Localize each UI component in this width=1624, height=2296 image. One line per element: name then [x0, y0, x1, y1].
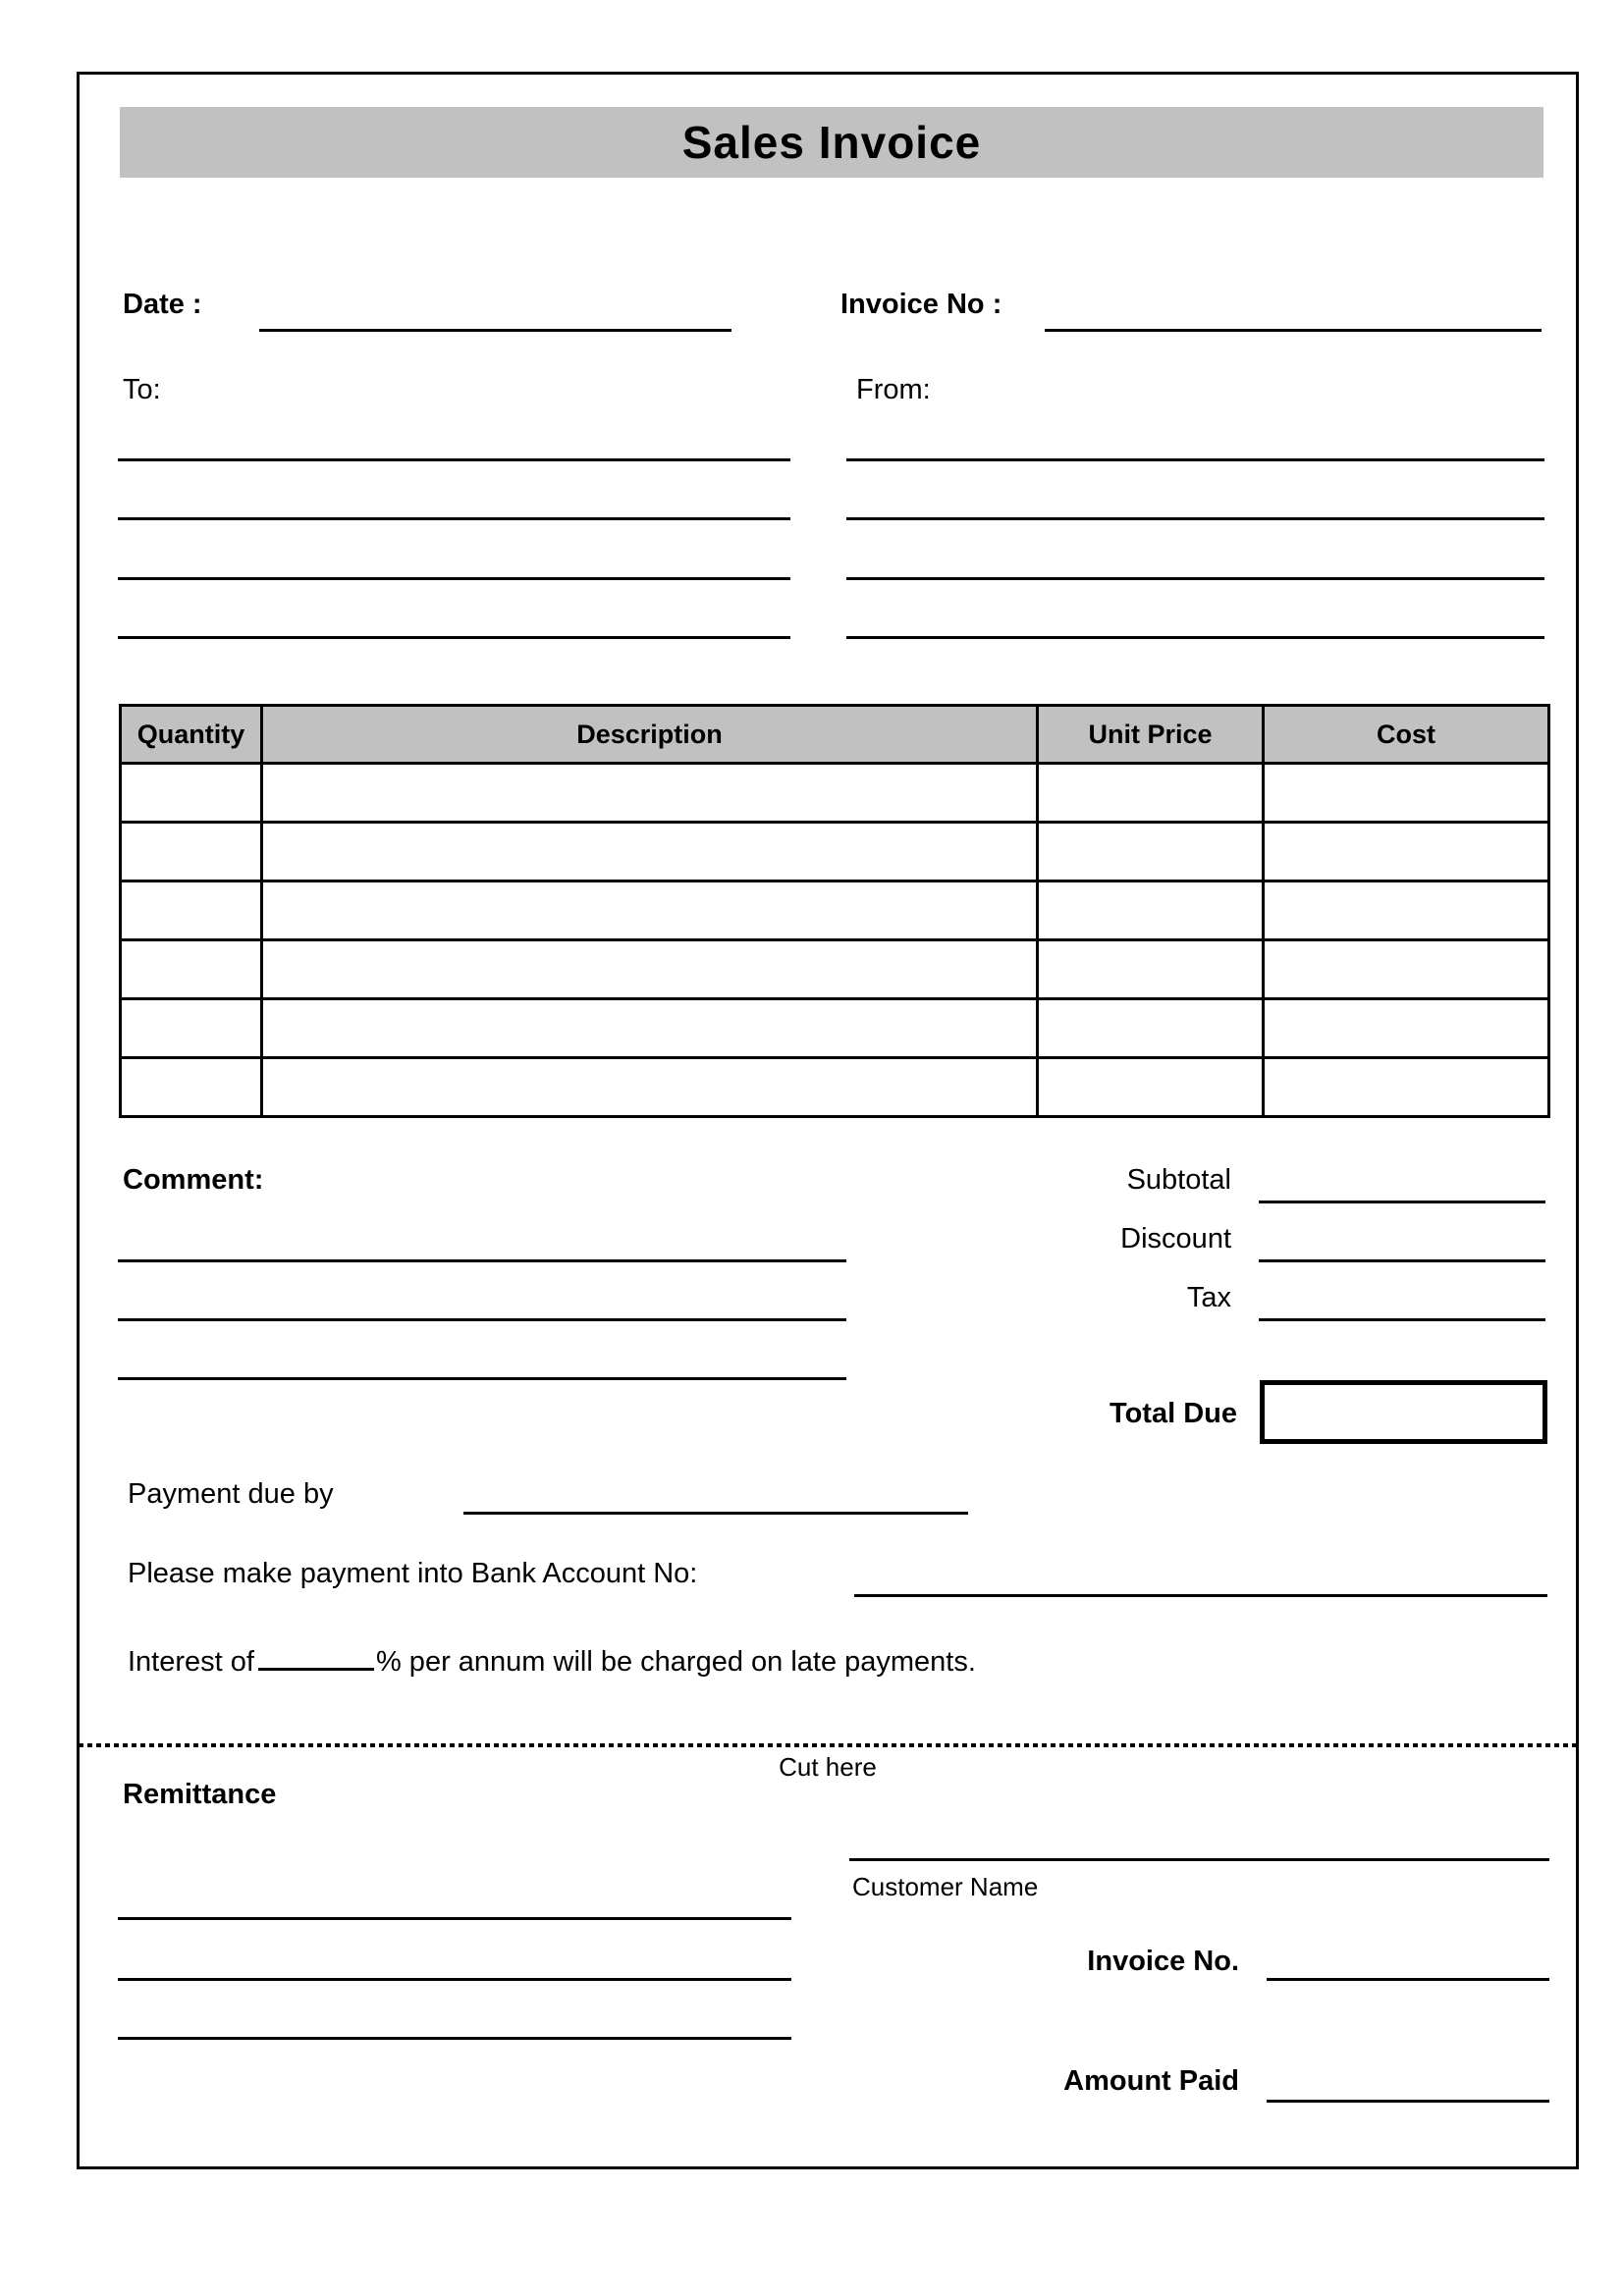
- to-address-line-2[interactable]: [118, 517, 790, 520]
- page-title: Sales Invoice: [681, 117, 982, 168]
- table-cell[interactable]: [1264, 999, 1549, 1058]
- tax-field-line[interactable]: [1259, 1318, 1545, 1321]
- remittance-line-1[interactable]: [118, 1917, 791, 1920]
- from-address-line-1[interactable]: [846, 458, 1544, 461]
- table-cell[interactable]: [1264, 1058, 1549, 1117]
- comment-label: Comment:: [123, 1164, 264, 1196]
- customer-name-label: Customer Name: [852, 1872, 1039, 1901]
- total-due-box[interactable]: [1260, 1380, 1547, 1444]
- discount-label: Discount: [1120, 1223, 1231, 1255]
- total-due-label: Total Due: [1110, 1398, 1237, 1429]
- quantity-column-header: Quantity: [121, 706, 262, 764]
- date-field-line[interactable]: [259, 329, 731, 332]
- page-border: [77, 72, 1579, 2169]
- from-address-line-2[interactable]: [846, 517, 1544, 520]
- table-cell[interactable]: [1264, 940, 1549, 999]
- table-cell[interactable]: [121, 823, 262, 881]
- to-address-line-3[interactable]: [118, 577, 790, 580]
- customer-name-field-line[interactable]: [849, 1858, 1549, 1861]
- remittance-heading: Remittance: [123, 1779, 277, 1810]
- amount-paid-field-line[interactable]: [1267, 2100, 1549, 2103]
- remittance-invoice-no-field-line[interactable]: [1267, 1978, 1549, 1981]
- table-cell[interactable]: [1038, 999, 1264, 1058]
- table-cell[interactable]: [121, 940, 262, 999]
- table-cell[interactable]: [1264, 881, 1549, 940]
- table-cell[interactable]: [1264, 823, 1549, 881]
- date-label: Date :: [123, 289, 202, 320]
- tax-label: Tax: [1186, 1282, 1231, 1313]
- remittance-line-3[interactable]: [118, 2037, 791, 2040]
- interest-rate-field[interactable]: [258, 1639, 374, 1671]
- unit-price-column-header: Unit Price: [1038, 706, 1264, 764]
- remittance-invoice-no-label: Invoice No.: [1087, 1946, 1239, 1977]
- table-row: [121, 881, 1549, 940]
- cut-here-label: Cut here: [779, 1752, 877, 1782]
- items-table-header-row: [121, 706, 1549, 764]
- remittance-line-2[interactable]: [118, 1978, 791, 1981]
- bank-account-label: Please make payment into Bank Account No:: [128, 1558, 698, 1589]
- from-address-line-4[interactable]: [846, 636, 1544, 639]
- comment-line-1[interactable]: [118, 1259, 846, 1262]
- table-cell[interactable]: [262, 999, 1038, 1058]
- table-cell[interactable]: [1038, 1058, 1264, 1117]
- table-row: [121, 823, 1549, 881]
- items-table-body: [121, 764, 1549, 1117]
- to-label: To:: [123, 374, 161, 405]
- invoice-no-label: Invoice No :: [840, 289, 1002, 320]
- table-cell[interactable]: [262, 940, 1038, 999]
- discount-field-line[interactable]: [1259, 1259, 1545, 1262]
- table-row: [121, 1058, 1549, 1117]
- payment-due-by-label: Payment due by: [128, 1478, 334, 1510]
- subtotal-field-line[interactable]: [1259, 1201, 1545, 1203]
- table-cell[interactable]: [262, 823, 1038, 881]
- table-row: [121, 999, 1549, 1058]
- table-cell[interactable]: [121, 764, 262, 823]
- to-address-line-1[interactable]: [118, 458, 790, 461]
- table-cell[interactable]: [121, 881, 262, 940]
- interest-note-suffix: % per annum will be charged on late payments.: [375, 1646, 976, 1678]
- comment-line-2[interactable]: [118, 1318, 846, 1321]
- description-column-header: Description: [262, 706, 1038, 764]
- bank-account-field-line[interactable]: [854, 1594, 1547, 1597]
- from-label: From:: [856, 374, 931, 405]
- table-cell[interactable]: [121, 999, 262, 1058]
- table-cell[interactable]: [1038, 881, 1264, 940]
- table-row: [121, 764, 1549, 823]
- table-cell[interactable]: [1038, 764, 1264, 823]
- table-cell[interactable]: [1264, 764, 1549, 823]
- table-cell[interactable]: [262, 881, 1038, 940]
- from-address-line-3[interactable]: [846, 577, 1544, 580]
- subtotal-label: Subtotal: [1126, 1164, 1231, 1196]
- interest-note: [128, 1639, 976, 1679]
- table-row: [121, 940, 1549, 999]
- to-address-line-4[interactable]: [118, 636, 790, 639]
- title-bar: [120, 107, 1543, 178]
- amount-paid-label: Amount Paid: [1063, 2065, 1239, 2097]
- table-cell[interactable]: [121, 1058, 262, 1117]
- cost-column-header: Cost: [1264, 706, 1549, 764]
- invoice-no-field-line[interactable]: [1045, 329, 1542, 332]
- interest-note-prefix: Interest of: [128, 1646, 254, 1678]
- table-cell[interactable]: [262, 764, 1038, 823]
- table-cell[interactable]: [1038, 823, 1264, 881]
- comment-line-3[interactable]: [118, 1377, 846, 1380]
- payment-due-by-field-line[interactable]: [463, 1512, 968, 1515]
- table-cell[interactable]: [1038, 940, 1264, 999]
- table-cell[interactable]: [262, 1058, 1038, 1117]
- cut-here-dotted-line: [79, 1743, 1577, 1747]
- items-table: [119, 704, 1550, 1118]
